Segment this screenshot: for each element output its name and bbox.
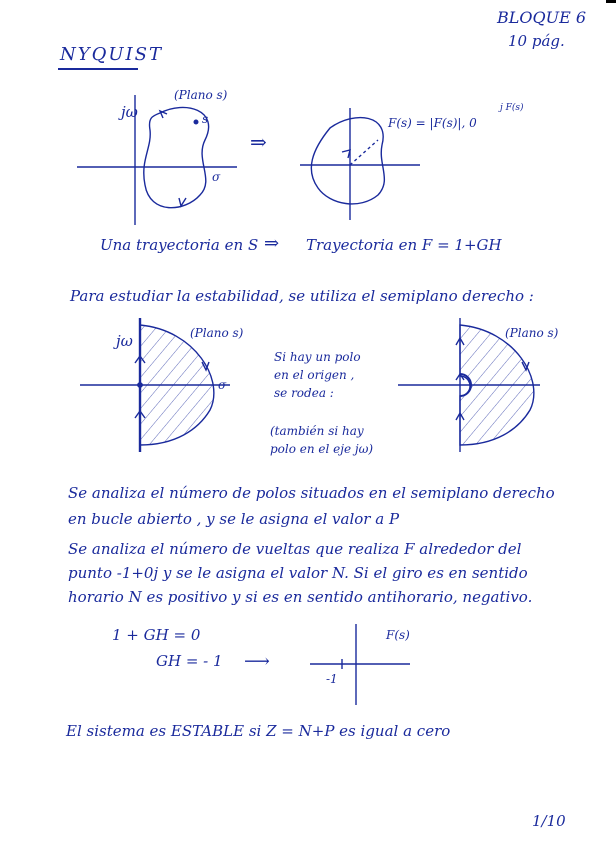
caption-left: Una trayectoria en S	[100, 236, 259, 254]
left-jw-label: jω	[116, 332, 133, 350]
mapping-arrow: ⇒	[250, 130, 267, 154]
paragraph-poles-line-1: Se analiza el número de polos situados en el semiplano derecho	[68, 484, 555, 502]
pole-axis-note: (también si hay polo en el eje jω)	[270, 424, 374, 456]
page-number: 1/10	[532, 812, 566, 830]
stability-conclusion: El sistema es ESTABLE si Z = N+P es igual a cero	[66, 722, 451, 740]
block-label: BLOQUE 6	[497, 8, 587, 27]
s-plane-sigma-label: σ	[212, 170, 221, 184]
paragraph-poles-line-2: en bucle abierto , y se le asigna el valor a P	[68, 510, 400, 528]
pages-label: 10 pág.	[508, 32, 565, 50]
pole-origin-note: Si hay un polo en el origen , se rodea :	[274, 350, 361, 400]
paragraph-right-half-plane: Para estudiar la estabilidad, se utiliza el semiplano derecho :	[70, 287, 534, 305]
equation-gh: GH = - 1	[156, 652, 223, 670]
caption-arrow: ⇒	[264, 233, 280, 254]
paragraph-turns-line-1: Se analiza el número de vueltas que realiza F alrededor del	[68, 540, 522, 558]
right-plane-label: (Plano s)	[505, 326, 559, 340]
left-sigma-label: σ	[218, 378, 227, 392]
paragraph-turns-line-2: punto -1+0j y se le asigna el valor N. Si el giro es en sentido	[68, 564, 528, 582]
paragraph-turns-line-3: horario N es positivo y si es en sentido antihorario, negativo.	[68, 588, 533, 606]
transfer-formula: F(s) = |F(s)|, 0	[388, 116, 477, 130]
s-plane-label: (Plano s)	[174, 88, 228, 102]
equation-characteristic: 1 + GH = 0	[112, 626, 201, 644]
critical-point-label: -1	[326, 672, 338, 686]
page-title: NYQUIST	[60, 44, 164, 65]
s-plane-jw-label: jω	[121, 103, 138, 121]
critical-plane-label: F(s)	[386, 628, 410, 642]
transfer-exponent: j F(s)	[500, 103, 524, 113]
point-s-label: s	[202, 112, 209, 126]
equation-arrow: ⟶	[244, 651, 270, 672]
caption-right: Trayectoria en F = 1+GH	[306, 236, 502, 254]
left-plane-label: (Plano s)	[190, 326, 244, 340]
